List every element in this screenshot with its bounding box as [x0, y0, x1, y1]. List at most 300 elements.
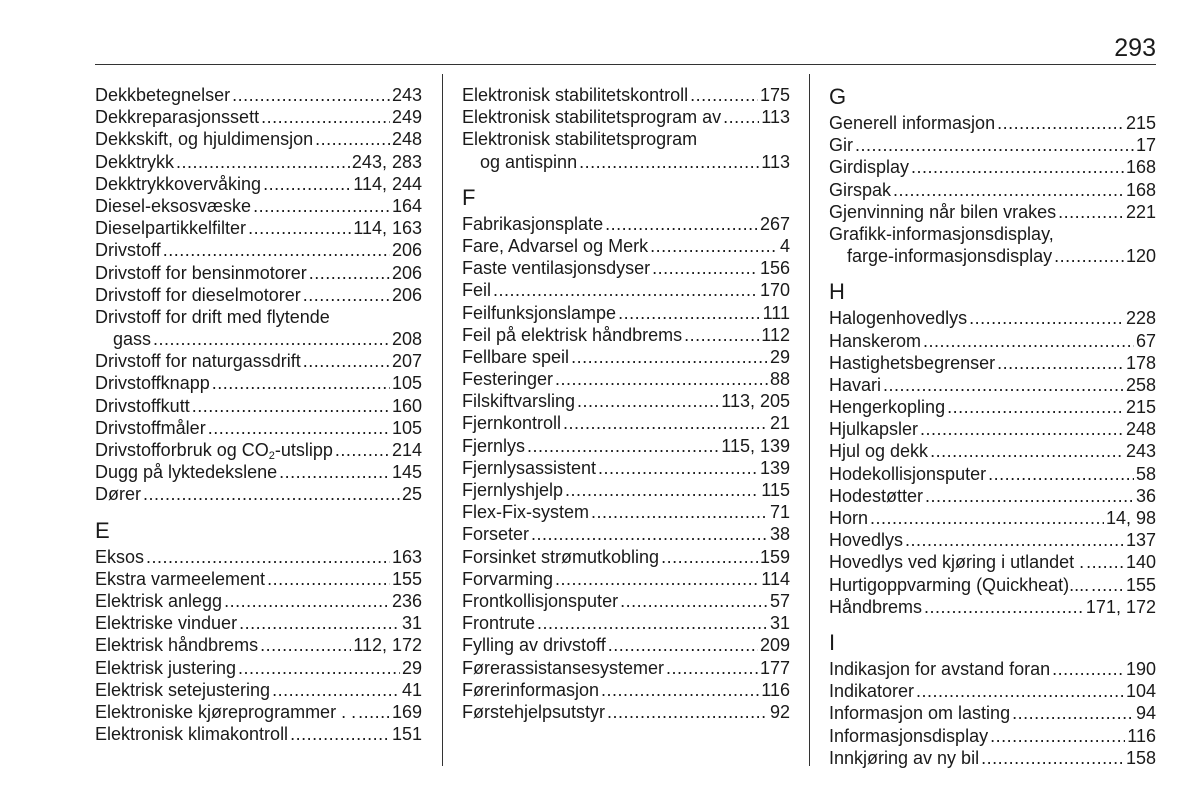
- index-entry-pages: 168: [1125, 157, 1156, 178]
- index-entry-term: gass: [113, 329, 152, 350]
- dot-leader: [855, 134, 1134, 156]
- dot-leader: [1052, 658, 1124, 680]
- index-entry: [829, 201, 1156, 223]
- index-entry-pages: 140: [1125, 552, 1156, 573]
- dot-leader: [870, 507, 1104, 529]
- index-entry-term: Hanskerom: [829, 330, 922, 351]
- dot-leader: [537, 612, 768, 634]
- index-entry-pages: 169: [391, 701, 422, 722]
- dot-leader: [176, 151, 350, 173]
- index-entry: [95, 483, 422, 505]
- dot-leader: [608, 634, 758, 656]
- index-entry-pages: 114, 163: [353, 218, 422, 239]
- index-entry-pages: 4: [779, 235, 790, 256]
- index-entry-term: Forsinket strømutkobling: [462, 546, 660, 567]
- index-entry-term: og antispinn: [480, 151, 578, 172]
- dot-leader: [666, 657, 758, 679]
- dot-leader: [988, 463, 1134, 485]
- index-entry: [829, 551, 1156, 573]
- index-entry-term: Førerassistansesystemer: [462, 657, 665, 678]
- index-entry: [462, 346, 790, 368]
- index-entry-pages: 243: [391, 85, 422, 105]
- index-entry: [95, 657, 422, 679]
- index-entry-pages: 207: [391, 351, 422, 372]
- index-entry-pages: 160: [391, 395, 422, 416]
- index-entry-pages: 41: [401, 679, 422, 700]
- index-entry-pages: 171, 172: [1085, 596, 1156, 617]
- index-entry-term: Drivstoff for drift med flytende: [95, 306, 330, 327]
- index-entry: [95, 461, 422, 483]
- index-entry-pages: 105: [391, 373, 422, 394]
- dot-leader: [527, 435, 719, 457]
- dot-leader: [997, 352, 1124, 374]
- dot-leader: [253, 195, 390, 217]
- co2-suffix: -utslipp: [274, 440, 333, 460]
- index-entry-term: Elektronisk klimakontroll: [95, 724, 289, 745]
- index-entry-term: Førerinformasjon: [462, 679, 600, 700]
- index-entry: [462, 302, 790, 324]
- co2-prefix: Drivstofforbruk og CO: [95, 440, 269, 460]
- index-entry: [462, 412, 790, 434]
- index-entry-pages: 58: [1135, 463, 1156, 484]
- index-entry-pages: 36: [1135, 485, 1156, 506]
- dot-leader: [261, 106, 390, 128]
- index-entry-term: Elektronisk stabilitetsprogram av: [462, 107, 722, 128]
- dot-leader: [925, 485, 1134, 507]
- index-entry-pages: 155: [1125, 574, 1156, 595]
- index-entry-pages: 25: [401, 484, 422, 505]
- index-entry-pages: 113: [761, 151, 790, 172]
- index-entry: [95, 328, 422, 350]
- dot-leader: [924, 596, 1084, 618]
- index-entry-pages: 177: [759, 657, 790, 678]
- dot-leader: [267, 568, 390, 590]
- index-entry-pages: 156: [759, 258, 790, 279]
- index-entry: [462, 235, 790, 257]
- index-entry-pages: 175: [759, 85, 790, 105]
- dot-leader: [598, 457, 758, 479]
- dot-leader: [1054, 245, 1124, 267]
- index-entry-pages: 243, 283: [351, 151, 422, 172]
- index-entry-term: Fjernlys: [462, 435, 526, 456]
- dot-leader: [315, 128, 390, 150]
- dot-leader: [163, 239, 390, 261]
- index-entry-pages: 111: [762, 302, 790, 323]
- index-entry: [462, 634, 790, 656]
- index-entry: [829, 396, 1156, 418]
- index-entry-term: Dører: [95, 484, 141, 505]
- index-entry: [829, 156, 1156, 178]
- dot-leader: [571, 346, 768, 368]
- index-entry-term: Gir: [829, 135, 853, 156]
- index-entry: [462, 501, 790, 523]
- index-entry-term: Forvarming: [462, 568, 554, 589]
- dot-leader: [303, 350, 390, 372]
- index-entry-term: [95, 439, 333, 461]
- index-entry-term: Hjul og dekk: [829, 441, 929, 462]
- dot-leader: [1091, 574, 1124, 596]
- dot-leader: [684, 324, 759, 346]
- index-entry-pages: 104: [1125, 681, 1156, 702]
- index-entry-pages: 38: [769, 524, 790, 545]
- index-entry: [829, 725, 1156, 747]
- index-entry-term: Hastighetsbegrenser: [829, 352, 996, 373]
- index-entry-term: Indikasjon for avstand foran: [829, 658, 1051, 679]
- index-entry: [462, 612, 790, 634]
- index-entry-term: Havari: [829, 374, 882, 395]
- index-entry-pages: 248: [1125, 419, 1156, 440]
- dot-leader: [555, 368, 768, 390]
- index-entry-pages: 170: [759, 280, 790, 301]
- index-entry-term: Drivstoffmåler: [95, 417, 206, 438]
- dot-leader: [947, 396, 1124, 418]
- index-entry-term: Feil: [462, 280, 492, 301]
- index-entry-pages: 215: [1125, 113, 1156, 133]
- column-divider: [442, 74, 443, 766]
- dot-leader: [531, 523, 768, 545]
- index-entry-term: Førstehjelpsutstyr: [462, 701, 606, 722]
- index-entry-pages: 114: [761, 568, 790, 589]
- index-entry-term: Elektrisk setejustering: [95, 679, 271, 700]
- index-entry: [462, 701, 790, 723]
- dot-leader: [911, 156, 1124, 178]
- index-entry-pages: 151: [391, 724, 422, 745]
- index-entry-term: Feil på elektrisk håndbrems: [462, 324, 683, 345]
- index-entry-term: Filskiftvarsling: [462, 391, 576, 412]
- index-entry: [462, 679, 790, 701]
- dot-leader: [690, 84, 758, 106]
- index-entry-pages: 116: [1127, 725, 1156, 746]
- index-entry-pages: 71: [769, 502, 790, 523]
- index-entry: [95, 106, 422, 128]
- dot-leader: [893, 179, 1124, 201]
- index-entry: [95, 395, 422, 417]
- index-entry-term: Elektroniske kjøreprogrammer . .: [95, 701, 357, 722]
- index-entry-pages: 163: [391, 546, 422, 567]
- index-entry-pages: 190: [1125, 658, 1156, 679]
- index-entry: [95, 239, 422, 261]
- index-entry-pages: 29: [401, 657, 422, 678]
- index-entry: [462, 257, 790, 279]
- section-letter: H: [829, 279, 845, 305]
- index-entry: [95, 417, 422, 439]
- header-rule: [95, 64, 1156, 65]
- dot-leader: [652, 257, 758, 279]
- index-entry: [95, 701, 422, 723]
- index-entry-term: Diesel-eksosvæske: [95, 195, 252, 216]
- index-entry-pages: 243: [1125, 441, 1156, 462]
- index-entry-term: Drivstoff: [95, 240, 161, 261]
- dot-leader: [232, 84, 390, 106]
- index-entry-term: Fellbare speil: [462, 346, 570, 367]
- dot-leader: [239, 612, 400, 634]
- index-entry-pages: 17: [1135, 135, 1156, 156]
- index-entry-pages: 67: [1135, 330, 1156, 351]
- index-entry-pages: 14, 98: [1105, 508, 1156, 528]
- index-entry-pages: 236: [391, 590, 422, 611]
- index-entry-term: Elektrisk justering: [95, 657, 237, 678]
- dot-leader: [565, 479, 759, 501]
- index-entry-term: Halogenhovedlys: [829, 308, 968, 329]
- dot-leader: [916, 680, 1124, 702]
- dot-leader: [723, 106, 759, 128]
- index-entry-term: Dieselpartikkelfilter: [95, 218, 247, 239]
- dot-leader: [208, 417, 390, 439]
- index-entry-pages: 31: [769, 613, 790, 634]
- index-entry: [829, 702, 1156, 724]
- index-entry-pages: 137: [1125, 530, 1156, 551]
- dot-leader: [620, 590, 768, 612]
- dot-leader: [579, 151, 759, 173]
- index-entry: [95, 195, 422, 217]
- index-entry: [95, 568, 422, 590]
- index-entry: [829, 747, 1156, 769]
- index-entry: [829, 440, 1156, 462]
- dot-leader: [309, 262, 390, 284]
- index-entry-pages: 249: [391, 107, 422, 128]
- index-entry: [95, 173, 422, 195]
- index-entry-term: Dekkbetegnelser: [95, 85, 231, 105]
- index-entry: [462, 657, 790, 679]
- dot-leader: [290, 723, 390, 745]
- index-entry-term: Drivstoff for dieselmotorer: [95, 284, 301, 305]
- index-entry-pages: 113: [761, 107, 790, 128]
- dot-leader: [358, 701, 390, 723]
- index-entry: [95, 151, 422, 173]
- index-entry: [829, 134, 1156, 156]
- dot-leader: [920, 418, 1124, 440]
- index-entry-pages: 168: [1125, 179, 1156, 200]
- index-entry-pages: 88: [769, 369, 790, 390]
- index-entry-pages: 29: [769, 346, 790, 367]
- index-entry: [95, 679, 422, 701]
- index-entry: [829, 418, 1156, 440]
- index-entry-term: Elektronisk stabilitetskontroll: [462, 85, 689, 105]
- index-entry: [95, 546, 422, 568]
- index-entry-pages: 248: [391, 129, 422, 150]
- index-entry-pages: 115, 139: [721, 435, 790, 456]
- index-entry-term: farge-informasjonsdisplay: [847, 246, 1053, 267]
- index-entry-pages: 159: [759, 546, 790, 567]
- index-entry-pages: 113, 205: [721, 391, 790, 412]
- index-entry-term: Fylling av drivstoff: [462, 635, 606, 656]
- index-entry: [95, 439, 422, 461]
- index-column-3: [829, 84, 1156, 769]
- index-entry-term: Hodekollisjonsputer: [829, 463, 987, 484]
- index-entry: [95, 634, 422, 656]
- index-entry-term: Drivstoffknapp: [95, 373, 210, 394]
- index-entry-term: Elektronisk stabilitetsprogram: [462, 129, 698, 150]
- section-letter: G: [829, 84, 847, 109]
- index-entry-pages: 267: [759, 213, 790, 234]
- index-entry-pages: 215: [1125, 397, 1156, 418]
- index-entry-pages: 115: [761, 480, 790, 500]
- dot-leader: [990, 725, 1125, 747]
- index-entry-term: Grafikk-informasjonsdisplay,: [829, 223, 1054, 244]
- index-entry: [462, 213, 790, 235]
- index-entry: [462, 324, 790, 346]
- index-entry-pages: 57: [769, 590, 790, 611]
- index-entry-pages: 214: [391, 440, 422, 460]
- dot-leader: [883, 374, 1124, 396]
- dot-leader: [601, 679, 759, 701]
- section-letter: I: [829, 629, 836, 655]
- index-entry-pages: 139: [759, 457, 790, 478]
- index-entry-term: Drivstoffkutt: [95, 395, 190, 416]
- dot-leader: [335, 439, 390, 461]
- index-entry-term: Fjernkontroll: [462, 413, 562, 434]
- index-entry-term: Drivstoff for bensinmotorer: [95, 262, 307, 283]
- index-entry-term: Hengerkopling: [829, 397, 946, 418]
- index-entry-pages: 228: [1125, 308, 1156, 329]
- index-entry: [829, 463, 1156, 485]
- index-entry-term: Innkjøring av ny bil: [829, 747, 980, 768]
- dot-leader: [263, 173, 351, 195]
- dot-leader: [607, 701, 768, 723]
- index-entry-term: Fare, Advarsel og Merk: [462, 235, 649, 256]
- index-entry-pages: 105: [391, 417, 422, 438]
- dot-leader: [248, 217, 351, 239]
- index-entry-term: Feilfunksjonslampe: [462, 302, 617, 323]
- index-entry-pages: 114, 244: [353, 173, 422, 194]
- index-entry-term: Drivstoff for naturgassdrift: [95, 351, 301, 372]
- index-entry: [829, 112, 1156, 134]
- index-entry-pages: 120: [1125, 246, 1156, 267]
- dot-leader: [1086, 551, 1124, 573]
- dot-leader: [923, 330, 1134, 352]
- index-entry: [829, 485, 1156, 507]
- index-entry: [462, 368, 790, 390]
- index-entry: [95, 723, 422, 745]
- dot-leader: [143, 483, 400, 505]
- index-entry-term: Ekstra varmeelement: [95, 568, 266, 589]
- index-entry: [462, 479, 790, 501]
- index-column-2: [462, 84, 790, 723]
- dot-leader: [238, 657, 400, 679]
- index-entry-term: Dekkreparasjonssett: [95, 107, 260, 128]
- index-entry: [829, 596, 1156, 618]
- index-entry-term: Fabrikasjonsplate: [462, 213, 604, 234]
- index-entry-term: Fjernlysassistent: [462, 457, 597, 478]
- index-entry-term: Hjulkapsler: [829, 419, 919, 440]
- index-entry: [829, 680, 1156, 702]
- dot-leader: [555, 568, 759, 590]
- dot-leader: [303, 284, 390, 306]
- index-entry-pages: 208: [391, 329, 422, 350]
- index-entry-term: Gjenvinning når bilen vrakes: [829, 201, 1057, 222]
- section-letter: F: [462, 184, 476, 210]
- index-entry: [829, 352, 1156, 374]
- index-entry: [95, 262, 422, 284]
- index-entry-pages: 21: [769, 413, 790, 434]
- dot-leader: [997, 112, 1124, 134]
- index-entry-term: Dekktrykk: [95, 151, 175, 172]
- dot-leader: [650, 235, 778, 257]
- dot-leader: [192, 395, 390, 417]
- index-entry: [95, 284, 422, 306]
- dot-leader: [577, 390, 719, 412]
- index-entry: [95, 612, 422, 634]
- index-entry-pages: 112: [761, 324, 790, 345]
- index-entry: [462, 279, 790, 301]
- index-entry-term: Hovedlys: [829, 530, 904, 551]
- index-entry: [462, 546, 790, 568]
- index-entry: [462, 523, 790, 545]
- dot-leader: [981, 747, 1124, 769]
- index-entry: [829, 658, 1156, 680]
- index-entry-pages: 258: [1125, 374, 1156, 395]
- dot-leader: [153, 328, 390, 350]
- dot-leader: [272, 679, 400, 701]
- dot-leader: [591, 501, 768, 523]
- dot-leader: [618, 302, 761, 324]
- index-entry-term: Frontkollisjonsputer: [462, 590, 619, 611]
- index-entry-term: Dugg på lyktedekslene: [95, 462, 278, 483]
- index-entry-term: Hovedlys ved kjøring i utlandet .: [829, 552, 1085, 573]
- index-entry: [95, 590, 422, 612]
- index-entry: [462, 590, 790, 612]
- index-entry: [462, 568, 790, 590]
- index-entry-term: Hurtigoppvarming (Quickheat)....: [829, 574, 1090, 595]
- index-entry: [462, 106, 790, 128]
- dot-leader: [212, 372, 390, 394]
- index-entry-term: Informasjonsdisplay: [829, 725, 989, 746]
- dot-leader: [224, 590, 390, 612]
- index-column-1: [95, 84, 422, 745]
- dot-leader: [493, 279, 758, 301]
- index-entry-pages: 206: [391, 284, 422, 305]
- index-entry-term: Flex-Fix-system: [462, 502, 589, 523]
- section-letter: E: [95, 517, 110, 543]
- index-entry-pages: 31: [401, 613, 422, 634]
- dot-leader: [661, 546, 758, 568]
- index-entry: [829, 507, 1156, 529]
- index-entry-pages: 94: [1135, 703, 1156, 724]
- index-entry-pages: 209: [759, 635, 790, 656]
- index-entry: [95, 350, 422, 372]
- index-entry: [829, 179, 1156, 201]
- dot-leader: [563, 412, 768, 434]
- dot-leader: [260, 634, 351, 656]
- index-entry-term: Fjernlyshjelp: [462, 480, 564, 500]
- index-entry-pages: 206: [391, 262, 422, 283]
- index-entry-term: Horn: [829, 508, 869, 528]
- index-entry-term: Festeringer: [462, 369, 554, 390]
- dot-leader: [1058, 201, 1124, 223]
- index-entry-pages: 116: [761, 679, 790, 700]
- index-entry-pages: 92: [769, 701, 790, 722]
- index-entry-pages: 164: [391, 195, 422, 216]
- index-entry: [95, 128, 422, 150]
- index-entry-term: Elektriske vinduer: [95, 613, 238, 634]
- index-entry: [462, 151, 790, 173]
- index-entry-pages: 158: [1125, 747, 1156, 768]
- index-entry-term: Elektrisk håndbrems: [95, 635, 259, 656]
- index-entry-term: Girspak: [829, 179, 892, 200]
- index-entry-term: Informasjon om lasting: [829, 703, 1011, 724]
- dot-leader: [605, 213, 758, 235]
- index-entry-term: Hodestøtter: [829, 485, 924, 506]
- index-entry: [462, 84, 790, 106]
- dot-leader: [1012, 702, 1134, 724]
- index-entry: [829, 529, 1156, 551]
- index-entry: [829, 245, 1156, 267]
- dot-leader: [969, 307, 1124, 329]
- index-entry-pages: 178: [1125, 352, 1156, 373]
- index-entry-term: Faste ventilasjonsdyser: [462, 258, 651, 279]
- index-entry-term: Håndbrems: [829, 596, 923, 617]
- page-number: 293: [1114, 34, 1156, 62]
